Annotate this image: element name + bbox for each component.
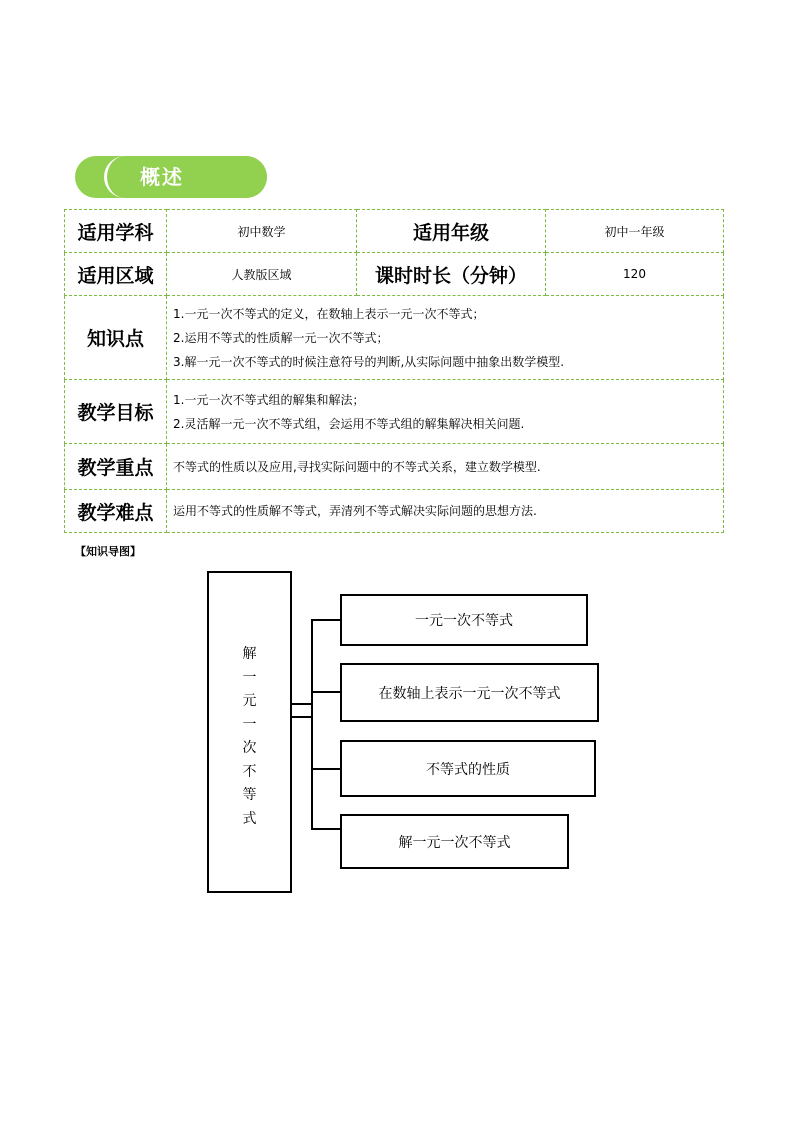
section-title: 概述 (140, 165, 184, 189)
table-row (65, 253, 724, 296)
region-value: 人教版区域 (167, 253, 357, 296)
grade-value: 初中一年级 (546, 210, 724, 253)
subject-value: 初中数学 (167, 210, 357, 253)
difficulty-content: 运用不等式的性质解不等式，弄清列不等式解决实际问题的思想方法. (167, 490, 724, 533)
knowledge-label: 知识点 (65, 296, 167, 380)
subject-label: 适用学科 (65, 210, 167, 253)
connector-line (292, 716, 312, 718)
table-row (65, 444, 724, 490)
mindmap-caption: 【知识导图】 (75, 545, 141, 558)
goals-item: 1.一元一次不等式组的解集和解法； (173, 392, 365, 407)
goals-item: 2.灵活解一元一次不等式组，会运用不等式组的解集解决相关问题. (173, 416, 525, 431)
connector-line (311, 691, 341, 693)
root-char: 次 (242, 740, 257, 756)
root-char: 一 (242, 716, 257, 733)
focus-label: 教学重点 (65, 444, 167, 490)
table-row (65, 490, 724, 533)
knowledge-content (167, 296, 724, 380)
focus-content: 不等式的性质以及应用,寻找实际问题中的不等式关系，建立数学模型. (167, 444, 724, 490)
connector-line (292, 703, 312, 705)
table-row (65, 380, 724, 444)
mindmap-node: 在数轴上表示一元一次不等式 (340, 663, 599, 722)
table-row (65, 210, 724, 253)
connector-line (311, 828, 341, 830)
connector-line (311, 716, 313, 829)
mindmap-node: 一元一次不等式 (340, 594, 588, 646)
grade-label: 适用年级 (357, 210, 546, 253)
root-char: 等 (242, 787, 257, 803)
mindmap-node: 不等式的性质 (340, 740, 596, 797)
difficulty-label: 教学难点 (65, 490, 167, 533)
duration-label: 课时时长（分钟） (357, 253, 546, 296)
goals-content (167, 380, 724, 444)
root-char: 式 (242, 810, 257, 827)
mindmap-root-text (209, 643, 290, 831)
table-row (65, 296, 724, 380)
knowledge-item: 2.运用不等式的性质解一元一次不等式； (173, 330, 389, 345)
mindmap-root (207, 571, 292, 893)
goals-label: 教学目标 (65, 380, 167, 444)
knowledge-item: 1.一元一次不等式的定义，在数轴上表示一元一次不等式； (173, 306, 485, 321)
knowledge-item: 3.解一元一次不等式的时候注意符号的判断,从实际问题中抽象出数学模型. (173, 354, 565, 369)
duration-value: 120 (546, 253, 724, 296)
connector-line (311, 620, 313, 718)
root-char: 解 (242, 646, 257, 662)
root-char: 一 (242, 669, 257, 686)
mindmap-node: 解一元一次不等式 (340, 814, 569, 869)
connector-line (311, 619, 341, 621)
section-pill-foreground (104, 156, 267, 198)
connector-line (311, 768, 341, 770)
root-char: 不 (242, 763, 257, 780)
course-info-table (64, 209, 724, 533)
root-char: 元 (242, 693, 257, 709)
region-label: 适用区域 (65, 253, 167, 296)
